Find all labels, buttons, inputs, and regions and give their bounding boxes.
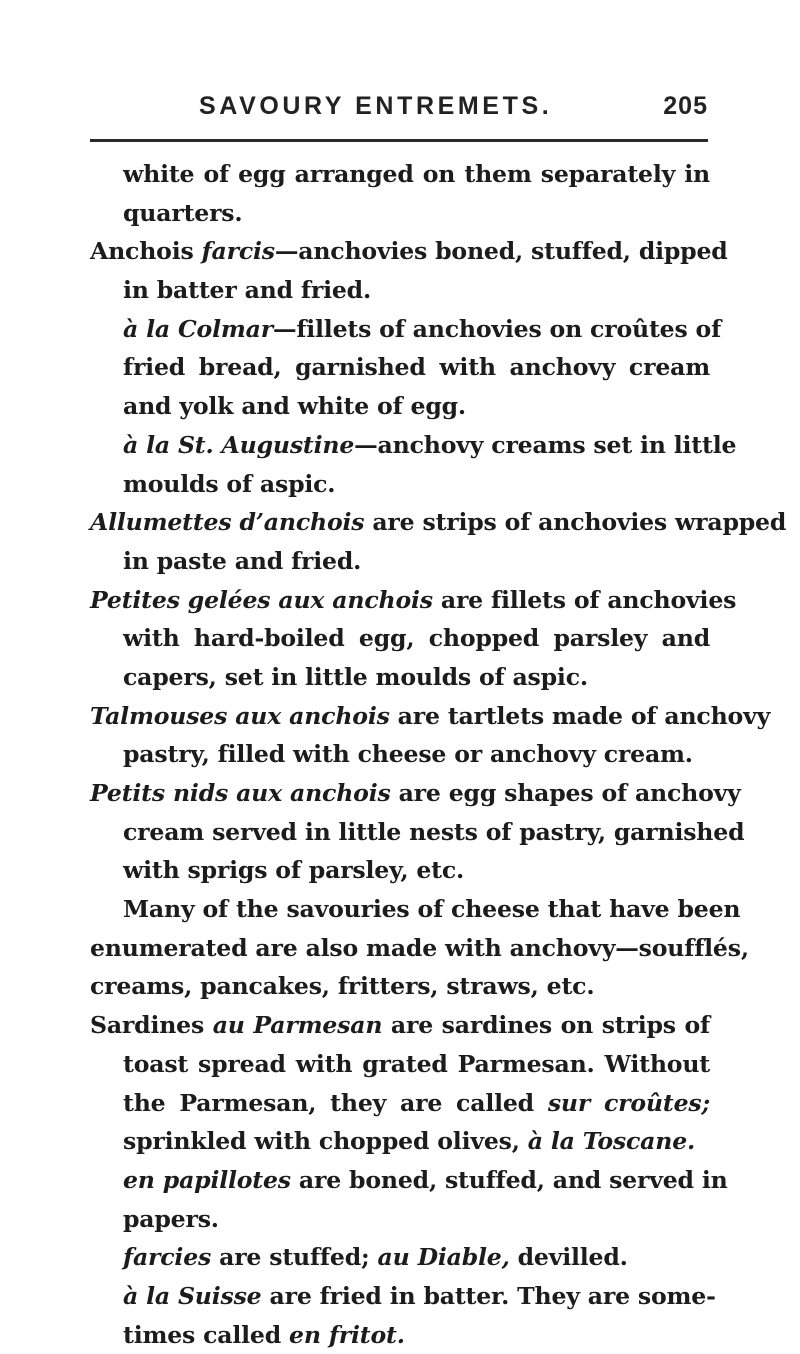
text-line	[90, 1316, 710, 1354]
text-run: Anchois	[90, 237, 202, 266]
text-line	[90, 387, 710, 426]
italic-term: au Diable,	[377, 1243, 510, 1272]
text-line	[90, 1122, 710, 1161]
text-line	[90, 1200, 710, 1239]
text-line	[90, 658, 710, 697]
text-line	[90, 697, 771, 736]
italic-term: à la Toscane.	[527, 1127, 696, 1156]
text-run: are sardines on strips of	[382, 1011, 710, 1040]
text-run: fried bread, garnished with anchovy cream	[123, 353, 710, 382]
text-line	[90, 310, 722, 349]
italic-term: Petites gelées aux anchois	[90, 585, 433, 614]
text-run: moulds of aspic.	[123, 469, 336, 498]
text-run: are boned, stuffed, and served in	[290, 1165, 728, 1194]
text-run: are fillets of anchovies	[432, 585, 737, 614]
text-line	[90, 194, 710, 233]
text-run: and yolk and white of egg.	[123, 392, 466, 421]
running-head-title: SAVOURY ENTREMETS.	[199, 92, 553, 120]
text-line	[90, 1238, 710, 1277]
italic-term: farcies	[123, 1243, 212, 1272]
text-line	[90, 1161, 728, 1200]
text-line	[90, 232, 728, 271]
body-text	[90, 155, 787, 1354]
text-run: in batter and fried.	[123, 276, 371, 305]
text-run: white of egg arranged on them separately in	[123, 160, 710, 188]
text-line	[90, 813, 745, 852]
text-run: are tartlets made of anchovy	[389, 701, 771, 730]
text-line	[90, 542, 710, 581]
text-line	[90, 155, 710, 194]
text-line	[90, 851, 710, 890]
italic-term: en papillotes	[123, 1165, 291, 1194]
page-number: 205	[663, 92, 708, 120]
text-run: the Parmesan, they are called	[123, 1088, 548, 1117]
text-line	[90, 348, 710, 387]
italic-term: à la St. Augustine	[123, 430, 355, 459]
text-run: with hard-boiled egg, chopped parsley and	[123, 624, 710, 653]
text-run: —anchovy creams set in little	[354, 430, 737, 459]
text-run: sprinkled with chopped olives,	[123, 1127, 528, 1156]
italic-term: Petits nids aux anchois	[90, 779, 391, 807]
text-run: capers, set in little moulds of aspic.	[123, 662, 588, 691]
text-run: with sprigs of parsley, etc.	[123, 856, 465, 885]
running-head	[0, 92, 800, 128]
text-run: are fried in batter. They are some-	[261, 1281, 716, 1310]
text-line	[90, 929, 749, 968]
text-run: cream served in little nests of pastry, garnished	[123, 817, 745, 846]
text-run: Many of the savouries of cheese that have been	[123, 895, 741, 924]
italic-term: sur croûtes;	[547, 1088, 710, 1117]
italic-term: Talmouses aux anchois	[90, 701, 390, 730]
text-line	[90, 1006, 710, 1045]
italic-term: au Parmesan	[212, 1011, 383, 1040]
text-line	[90, 426, 737, 465]
text-run: enumerated are also made with anchovy—soufflés,	[90, 933, 749, 962]
text-line	[90, 735, 710, 774]
text-line	[90, 619, 710, 658]
text-line	[90, 1277, 716, 1316]
italic-term: Allumettes d’anchois	[90, 508, 365, 537]
text-line	[90, 1045, 710, 1084]
header-rule	[90, 139, 708, 142]
text-line	[90, 465, 710, 504]
text-run: —anchovies boned, stuffed, dipped	[274, 237, 728, 266]
text-run: —fillets of anchovies on croûtes of	[272, 314, 722, 343]
text-run: papers.	[123, 1204, 219, 1233]
text-line	[90, 774, 741, 813]
italic-term: farcis	[201, 237, 275, 266]
text-line	[90, 1084, 710, 1123]
text-line	[90, 890, 741, 929]
text-line	[90, 581, 737, 620]
italic-term: à la Suisse	[123, 1281, 262, 1310]
text-line	[90, 503, 787, 542]
text-line	[90, 271, 710, 310]
text-run: are egg shapes of anchovy	[390, 779, 741, 807]
text-run: pastry, filled with cheese or anchovy cream.	[123, 740, 693, 769]
text-run: times called	[123, 1320, 290, 1349]
text-run: creams, pancakes, fritters, straws, etc.	[90, 972, 595, 1001]
text-run: are stuffed;	[211, 1243, 378, 1272]
text-run: quarters.	[123, 198, 243, 227]
text-run: Sardines	[90, 1011, 213, 1040]
text-run: devilled.	[509, 1243, 628, 1272]
text-run: toast spread with grated Parmesan. Without	[123, 1049, 710, 1078]
italic-term: à la Colmar	[123, 314, 273, 343]
text-run: are strips of anchovies wrapped	[364, 508, 787, 537]
text-run: in paste and fried.	[123, 546, 362, 575]
italic-term: en fritot.	[289, 1320, 405, 1349]
text-line	[90, 967, 710, 1006]
